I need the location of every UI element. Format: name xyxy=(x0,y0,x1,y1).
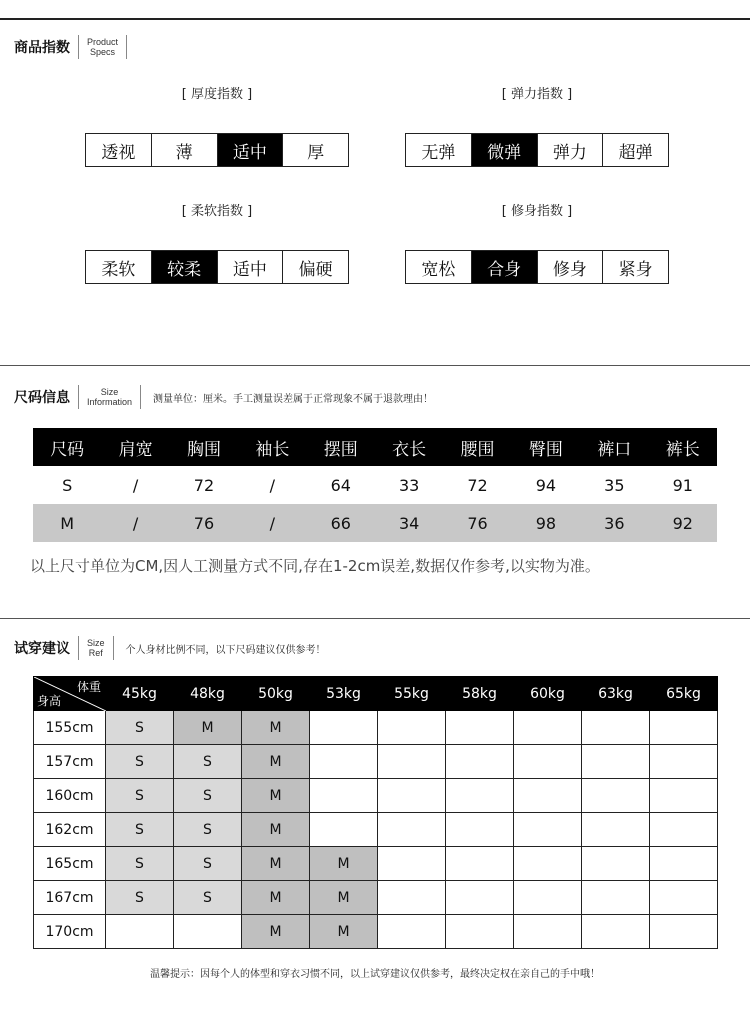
table-cell: / xyxy=(269,475,276,495)
size-cell xyxy=(378,847,446,881)
table-cell: M xyxy=(33,504,101,542)
table-row xyxy=(34,881,718,915)
index-option: 弹力 xyxy=(538,134,604,166)
divider xyxy=(0,618,750,619)
size-cell xyxy=(650,915,718,949)
index-option: 紧身 xyxy=(618,259,653,280)
size-cell: M xyxy=(242,881,310,915)
weight-header: 55kg xyxy=(378,677,446,711)
size-cell xyxy=(582,711,650,745)
size-cell xyxy=(310,745,378,779)
size-cell xyxy=(446,915,514,949)
table-cell: 64 xyxy=(330,475,351,495)
height-label: 身高 xyxy=(37,694,62,708)
weight-header: 53kg xyxy=(310,677,378,711)
height-cell: 170cm xyxy=(34,915,106,949)
height-cell: 165cm xyxy=(34,847,106,881)
size-cell xyxy=(514,915,582,949)
section-subtitle: Size Information xyxy=(87,387,133,407)
size-cell: M xyxy=(310,915,378,949)
size-cell: M xyxy=(310,881,378,915)
size-cell xyxy=(650,779,718,813)
size-cell: S xyxy=(106,813,174,847)
size-cell: M xyxy=(310,847,378,881)
table-cell: 98 xyxy=(512,504,580,542)
weight-header: 63kg xyxy=(582,677,650,711)
table-cell: 72 xyxy=(467,475,488,495)
size-cell: M xyxy=(242,915,310,949)
size-cell xyxy=(446,711,514,745)
section-title: 尺码信息 xyxy=(14,390,70,406)
section-subtitle: Product Specs xyxy=(87,37,119,57)
size-cell: M xyxy=(242,779,310,813)
table-cell: 摆围 xyxy=(307,428,375,466)
table-cell: 33 xyxy=(398,475,420,495)
size-cell xyxy=(582,745,650,779)
index-option: 薄 xyxy=(152,134,218,166)
size-cell xyxy=(514,881,582,915)
index-label: [ 柔软指数 ] xyxy=(181,204,253,219)
section-note: 测量单位：厘米。手工测量误差属于正常现象不属于退款理由！ xyxy=(153,393,434,405)
size-cell: M xyxy=(242,847,310,881)
weight-label: 体重 xyxy=(76,680,101,694)
section-title: 试穿建议 xyxy=(14,641,70,657)
index-option-selected: 适中 xyxy=(218,134,284,166)
size-cell xyxy=(446,779,514,813)
table-header-row xyxy=(34,677,718,711)
section-header-specs xyxy=(14,32,135,62)
size-cell xyxy=(106,915,174,949)
height-cell: 160cm xyxy=(34,779,106,813)
table-cell: 36 xyxy=(580,504,648,542)
weight-header: 50kg xyxy=(242,677,310,711)
section-title: 商品指数 xyxy=(14,40,70,56)
size-cell xyxy=(446,745,514,779)
size-cell xyxy=(378,915,446,949)
table-row xyxy=(34,779,718,813)
table-row xyxy=(34,711,718,745)
size-cell: M xyxy=(242,813,310,847)
weight-header: 45kg xyxy=(106,677,174,711)
weight-header: 48kg xyxy=(174,677,242,711)
size-cell xyxy=(174,915,242,949)
size-cell xyxy=(650,745,718,779)
size-cell xyxy=(310,779,378,813)
table-header-row xyxy=(33,428,717,466)
table-cell: 尺码 xyxy=(33,428,101,466)
table-cell: 裤口 xyxy=(580,428,648,466)
size-cell xyxy=(514,745,582,779)
size-table xyxy=(33,428,717,542)
size-cell xyxy=(310,813,378,847)
size-cell: S xyxy=(106,745,174,779)
size-cell xyxy=(446,881,514,915)
section-subtitle: Size Ref xyxy=(87,638,105,658)
table-cell: 76 xyxy=(170,504,238,542)
index-option: 偏硬 xyxy=(298,259,333,280)
table-cell: S xyxy=(62,475,73,495)
size-ref-footnote: 温馨提示：因每个人的体型和穿衣习惯不同，以上试穿建议仅供参考，最终决定权在亲自己的手中哦！ xyxy=(150,969,600,980)
table-cell: 76 xyxy=(443,504,511,542)
divider xyxy=(0,18,750,20)
size-cell: S xyxy=(174,779,242,813)
index-scale xyxy=(85,250,349,284)
index-option: 柔软 xyxy=(86,251,152,283)
size-cell: S xyxy=(106,711,174,745)
table-cell: 34 xyxy=(375,504,443,542)
size-cell xyxy=(310,711,378,745)
weight-header: 65kg xyxy=(650,677,718,711)
size-cell: S xyxy=(106,881,174,915)
size-ref-table xyxy=(33,676,718,949)
section-header-size-ref xyxy=(14,633,326,663)
table-cell: 裤长 xyxy=(649,428,717,466)
section-header-size-info xyxy=(14,382,433,412)
table-cell: 35 xyxy=(604,475,625,495)
table-row xyxy=(34,915,718,949)
size-cell xyxy=(582,779,650,813)
table-cell: 72 xyxy=(193,475,215,495)
size-cell: S xyxy=(106,779,174,813)
index-option-selected: 微弹 xyxy=(472,134,538,166)
size-cell xyxy=(514,779,582,813)
table-cell: 胸围 xyxy=(170,428,238,466)
index-option: 宽松 xyxy=(406,251,472,283)
size-cell: S xyxy=(174,813,242,847)
size-cell: S xyxy=(174,745,242,779)
size-cell: S xyxy=(106,847,174,881)
size-cell xyxy=(378,711,446,745)
size-cell: M xyxy=(242,711,310,745)
size-cell xyxy=(514,813,582,847)
table-cell: 91 xyxy=(672,475,693,495)
table-cell: 66 xyxy=(307,504,375,542)
index-option-selected: 合身 xyxy=(472,251,538,283)
size-cell xyxy=(378,779,446,813)
size-cell: M xyxy=(242,745,310,779)
height-cell: 155cm xyxy=(34,711,106,745)
table-cell: / xyxy=(238,504,306,542)
size-cell xyxy=(650,711,718,745)
size-cell xyxy=(446,813,514,847)
size-cell xyxy=(378,745,446,779)
corner-header xyxy=(34,677,105,710)
table-cell: 袖长 xyxy=(238,428,306,466)
table-row xyxy=(34,813,718,847)
table-cell: 肩宽 xyxy=(101,428,169,466)
weight-header: 60kg xyxy=(514,677,582,711)
index-scale xyxy=(405,133,669,167)
size-cell xyxy=(378,881,446,915)
size-cell xyxy=(650,881,718,915)
size-cell xyxy=(378,813,446,847)
table-cell: / xyxy=(132,475,139,495)
size-cell xyxy=(650,813,718,847)
table-cell: 94 xyxy=(535,475,557,495)
size-cell xyxy=(582,915,650,949)
size-cell: S xyxy=(174,881,242,915)
size-cell xyxy=(514,847,582,881)
height-cell: 157cm xyxy=(34,745,106,779)
index-option: 透视 xyxy=(86,134,152,166)
index-scale xyxy=(85,133,349,167)
table-cell: 92 xyxy=(649,504,717,542)
size-cell: M xyxy=(174,711,242,745)
index-option-selected: 较柔 xyxy=(152,251,218,283)
size-cell xyxy=(514,711,582,745)
table-cell: 臀围 xyxy=(512,428,580,466)
table-cell: 腰围 xyxy=(443,428,511,466)
size-cell xyxy=(582,847,650,881)
index-label: [ 厚度指数 ] xyxy=(181,87,253,102)
divider xyxy=(0,365,750,366)
size-cell xyxy=(582,813,650,847)
table-row xyxy=(33,466,717,504)
table-cell: 衣长 xyxy=(375,428,443,466)
index-option: 适中 xyxy=(218,251,284,283)
table-cell: / xyxy=(101,504,169,542)
index-option: 修身 xyxy=(538,251,604,283)
index-option: 无弹 xyxy=(406,134,472,166)
size-cell xyxy=(582,881,650,915)
height-cell: 162cm xyxy=(34,813,106,847)
index-option: 超弹 xyxy=(618,142,653,163)
size-cell: S xyxy=(174,847,242,881)
index-option: 厚 xyxy=(307,142,325,163)
index-label: [ 弹力指数 ] xyxy=(501,87,573,102)
table-row xyxy=(34,745,718,779)
height-cell: 167cm xyxy=(34,881,106,915)
size-footnote: 以上尺寸单位为CM,因人工测量方式不同,存在1-2cm误差,数据仅作参考,以实物为准。 xyxy=(30,557,600,575)
size-cell xyxy=(446,847,514,881)
section-note: 个人身材比例不同，以下尺码建议仅供参考！ xyxy=(125,644,326,656)
index-scale xyxy=(405,250,669,284)
weight-header: 58kg xyxy=(446,677,514,711)
size-cell xyxy=(650,847,718,881)
table-row xyxy=(34,847,718,881)
index-label: [ 修身指数 ] xyxy=(501,204,573,219)
table-row xyxy=(33,504,717,542)
